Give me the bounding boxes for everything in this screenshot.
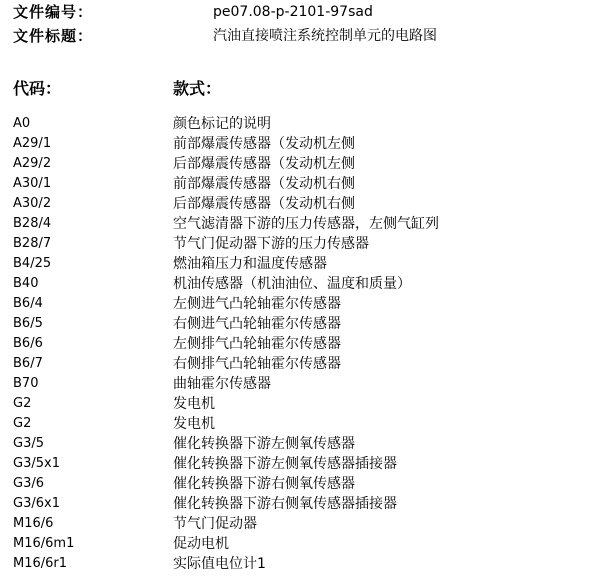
component-code: G3/5x1 — [13, 456, 60, 471]
list-item — [13, 454, 593, 474]
list-item — [13, 374, 593, 394]
component-code: B6/6 — [13, 336, 43, 351]
component-description: 机油传感器（机油油位、温度和质量） — [173, 276, 411, 292]
component-code: B28/4 — [13, 216, 52, 231]
list-item — [13, 214, 593, 234]
component-description: 空气滤清器下游的压力传感器，左侧气缸列 — [173, 216, 439, 232]
component-description: 右侧排气凸轮轴霍尔传感器 — [173, 356, 341, 372]
list-item — [13, 354, 593, 374]
component-description: 前部爆震传感器（发动机右侧 — [173, 176, 355, 192]
component-description: 颜色标记的说明 — [173, 116, 271, 132]
component-code: B40 — [13, 276, 39, 291]
component-code: A30/2 — [13, 196, 52, 211]
component-description: 左侧进气凸轮轴霍尔传感器 — [173, 296, 341, 312]
component-code: B6/7 — [13, 356, 43, 371]
component-description: 实际值电位计1 — [173, 556, 266, 572]
component-description: 后部爆震传感器（发动机右侧 — [173, 196, 355, 212]
list-item — [13, 194, 593, 214]
component-code: G3/6 — [13, 476, 44, 491]
component-description: 节气门促动器 — [173, 516, 257, 532]
list-item — [13, 274, 593, 294]
list-item — [13, 534, 593, 554]
component-description: 促动电机 — [173, 536, 229, 552]
column-headers — [13, 78, 573, 100]
list-item — [13, 494, 593, 514]
component-code: G3/5 — [13, 436, 44, 451]
component-code: G2 — [13, 396, 32, 411]
list-item — [13, 394, 593, 414]
list-item — [13, 134, 593, 154]
list-item — [13, 114, 593, 134]
component-code: B6/5 — [13, 316, 43, 331]
list-item — [13, 414, 593, 434]
component-code: A0 — [13, 116, 31, 131]
list-item — [13, 434, 593, 454]
component-description: 后部爆震传感器（发动机左侧 — [173, 156, 355, 172]
list-item — [13, 474, 593, 494]
component-description: 发电机 — [173, 396, 215, 412]
list-item — [13, 294, 593, 314]
component-code: M16/6m1 — [13, 536, 75, 551]
list-item — [13, 154, 593, 174]
component-code: B70 — [13, 376, 39, 391]
component-code: A29/1 — [13, 136, 52, 151]
list-item — [13, 334, 593, 354]
component-description: 发电机 — [173, 416, 215, 432]
component-code: G2 — [13, 416, 32, 431]
component-code: M16/6r1 — [13, 556, 68, 571]
component-description: 右侧进气凸轮轴霍尔传感器 — [173, 316, 341, 332]
component-code: A29/2 — [13, 156, 52, 171]
description-column-header: 款式： — [173, 79, 222, 98]
code-column-header: 代码： — [13, 79, 62, 98]
list-item — [13, 314, 593, 334]
component-description: 催化转换器下游右侧氧传感器插接器 — [173, 496, 397, 512]
component-list — [13, 114, 593, 574]
doc-number-label: 文件编号： — [13, 3, 94, 21]
component-description: 催化转换器下游右侧氧传感器 — [173, 476, 355, 492]
list-item — [13, 174, 593, 194]
doc-title-label: 文件标题： — [13, 27, 94, 45]
doc-number-value: pe07.08-p-2101-97sad — [213, 4, 373, 20]
component-description: 催化转换器下游左侧氧传感器 — [173, 436, 355, 452]
list-item — [13, 514, 593, 534]
doc-title-value: 汽油直接喷注系统控制单元的电路图 — [213, 28, 437, 44]
component-description: 催化转换器下游左侧氧传感器插接器 — [173, 456, 397, 472]
component-code: A30/1 — [13, 176, 52, 191]
component-code: B28/7 — [13, 236, 52, 251]
component-description: 左侧排气凸轮轴霍尔传感器 — [173, 336, 341, 352]
component-description: 燃油箱压力和温度传感器 — [173, 256, 327, 272]
component-code: B4/25 — [13, 256, 52, 271]
component-description: 前部爆震传感器（发动机左侧 — [173, 136, 355, 152]
component-code: B6/4 — [13, 296, 43, 311]
component-code: M16/6 — [13, 516, 54, 531]
list-item — [13, 554, 593, 574]
component-code: G3/6x1 — [13, 496, 60, 511]
list-item — [13, 234, 593, 254]
component-description: 曲轴霍尔传感器 — [173, 376, 271, 392]
list-item — [13, 254, 593, 274]
component-description: 节气门促动器下游的压力传感器 — [173, 236, 369, 252]
